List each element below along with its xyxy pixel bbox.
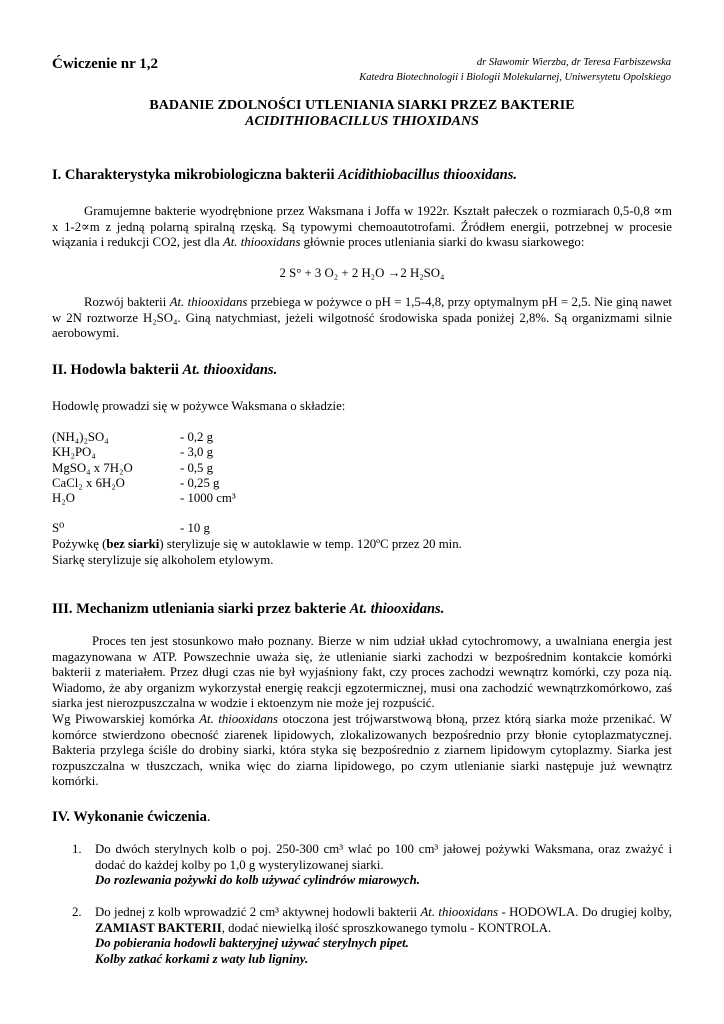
list-number: 1. <box>72 842 82 856</box>
table-row: (NH₄)₂SO₄ - 0,2 g <box>52 430 214 444</box>
list-number: 2. <box>72 905 82 919</box>
sulfur-row <box>52 521 210 536</box>
section-4-heading: IV. Wykonanie ćwiczenia. <box>52 809 211 825</box>
section-3-paragraph-2: Wg Piwowarskiej komórka At. thiooxidans otoczona jest trójwarstwową błoną, przez którą siarka może przenikać. W komórce stwierdzono obecność ziarenek lipidowych, zlokalizowanych bezpośrednio przy błonie cytoplazmatycznej. Bakteria przylega ściśle do drobiny siarki, która styka się bezpośrednio z ziarnem lipidowym cytoplazmy. Siarka jest rozpuszczalna w tłuszczach, wnika więc do ziarna lipidowego, po czym utlenianie siarki następuje już wewnątrz komórki. <box>52 712 672 789</box>
section-1-heading: I. Charakterystyka mikrobiologiczna bakterii Acidithiobacillus thiooxidans. <box>52 167 517 183</box>
list-item-text: Do dwóch sterylnych kolb o poj. 250-300 cm³ wlać po 100 cm³ jałowej pożywki Waksmana, oraz zważyć i dodać do każdej kolby po 1,0 g wysterylizowanej siarki. <box>95 842 672 872</box>
list-item-note: Kolby zatkać korkami z waty lub ligniny. <box>95 951 309 966</box>
author-block <box>359 55 671 85</box>
department: Katedra Biotechnologii i Biologii Molekularnej, Uniwersytetu Opolskiego <box>359 72 671 83</box>
table-row: H₂O - 1000 cm³ <box>52 491 236 506</box>
authors: dr Sławomir Wierzba, dr Teresa Farbiszewska <box>476 57 671 68</box>
list-item-note: Do pobierania hodowli bakteryjnej używać sterylnych pipet. <box>95 936 409 951</box>
document-title <box>0 98 724 130</box>
section-1-paragraph-2: Rozwój bakterii At. thiooxidans przebiega w pożywce o pH = 1,5-4,8, przy optymalnym pH = 2,5. Nie giną nawet w 2N roztworze H₂SO₄. Giną natychmiast, jeżeli wilgotność środowiska spada poniżej 2,8%. Są organizmami silnie aerobowymi. <box>52 295 672 341</box>
table-row: S⁰ - 10 g <box>52 521 210 535</box>
medium-composition-table <box>52 430 236 506</box>
title-line-2: ACIDITHIOBACILLUS THIOXIDANS <box>245 114 479 129</box>
sterilization-note-1: Pożywkę (bez siarki) sterylizuje się w autoklawie w temp. 120ºC przez 20 min. <box>52 537 462 551</box>
section-3-paragraph-1: Proces ten jest stosunkowo mało poznany. Bierze w nim udział układ cytochromowy, a uwalniana energia jest magazynowana w ATP. Powszechnie uważa się, że utlenianie siarki zachodzi w bezpośrednim kontakcie komórki bakterii z materiałem. Przez długi czas nie był wyjaśniony fakt, czy proces zachodzi wewnątrz komórki, czy poza nią. Wiadomo, że aby organizm wykorzystał energię reakcji egzotermicznej, musi ona zachodzić wewnątrzkomórkowo, zaś siarka jest nierozpuszczalna w wodzie i ektoenzym nie może jej rozpuścić. <box>52 634 672 711</box>
table-row: KH₂PO₄ - 3,0 g <box>52 445 214 460</box>
list-item-text: Do jednej z kolb wprowadzić 2 cm³ aktywnej hodowli bakterii At. thiooxidans - HODOWLA. Do drugiej kolby, ZAMIAST BAKTERII, dodać niewielką ilość sproszkowanego tymolu - KONTROLA. <box>95 905 672 935</box>
medium-intro: Hodowlę prowadzi się w pożywce Waksmana o składzie: <box>52 399 346 413</box>
oxidation-equation: 2 S° + 3 O₂ + 2 H₂O →2 H₂SO₄ <box>279 266 445 280</box>
section-2-heading: II. Hodowla bakterii At. thiooxidans. <box>52 362 278 378</box>
exercise-number: Ćwiczenie nr 1,2 <box>52 56 158 72</box>
list-item <box>72 842 672 889</box>
table-row: CaCl₂ x 6H₂O - 0,25 g <box>52 475 220 490</box>
title-line-1: BADANIE ZDOLNOŚCI UTLENIANIA SIARKI PRZEZ BAKTERIE <box>149 98 575 113</box>
list-item-note: Do rozlewania pożywki do kolb używać cylindrów miarowych. <box>95 873 420 888</box>
sterilization-note-2: Siarkę sterylizuje się alkoholem etylowym. <box>52 553 274 567</box>
section-3-heading: III. Mechanizm utleniania siarki przez bakterie At. thiooxidans. <box>52 601 445 617</box>
table-row: MgSO₄ x 7H₂O - 0,5 g <box>52 460 214 475</box>
list-item <box>72 905 672 967</box>
section-1-paragraph-1: Gramujemne bakterie wyodrębnione przez Waksmana i Joffa w 1922r. Kształt pałeczek o rozmiarach 0,5-0,8 ∝m x 1-2∝m z jedną polarną spiralną rzęską. Są typowymi chemoautotrofami. Źródłem energii, potrzebnej w procesie wiązania i redukcji CO2, jest dla At. thiooxidans głównie proces utleniania siarki do kwasu siarkowego: <box>52 204 672 250</box>
